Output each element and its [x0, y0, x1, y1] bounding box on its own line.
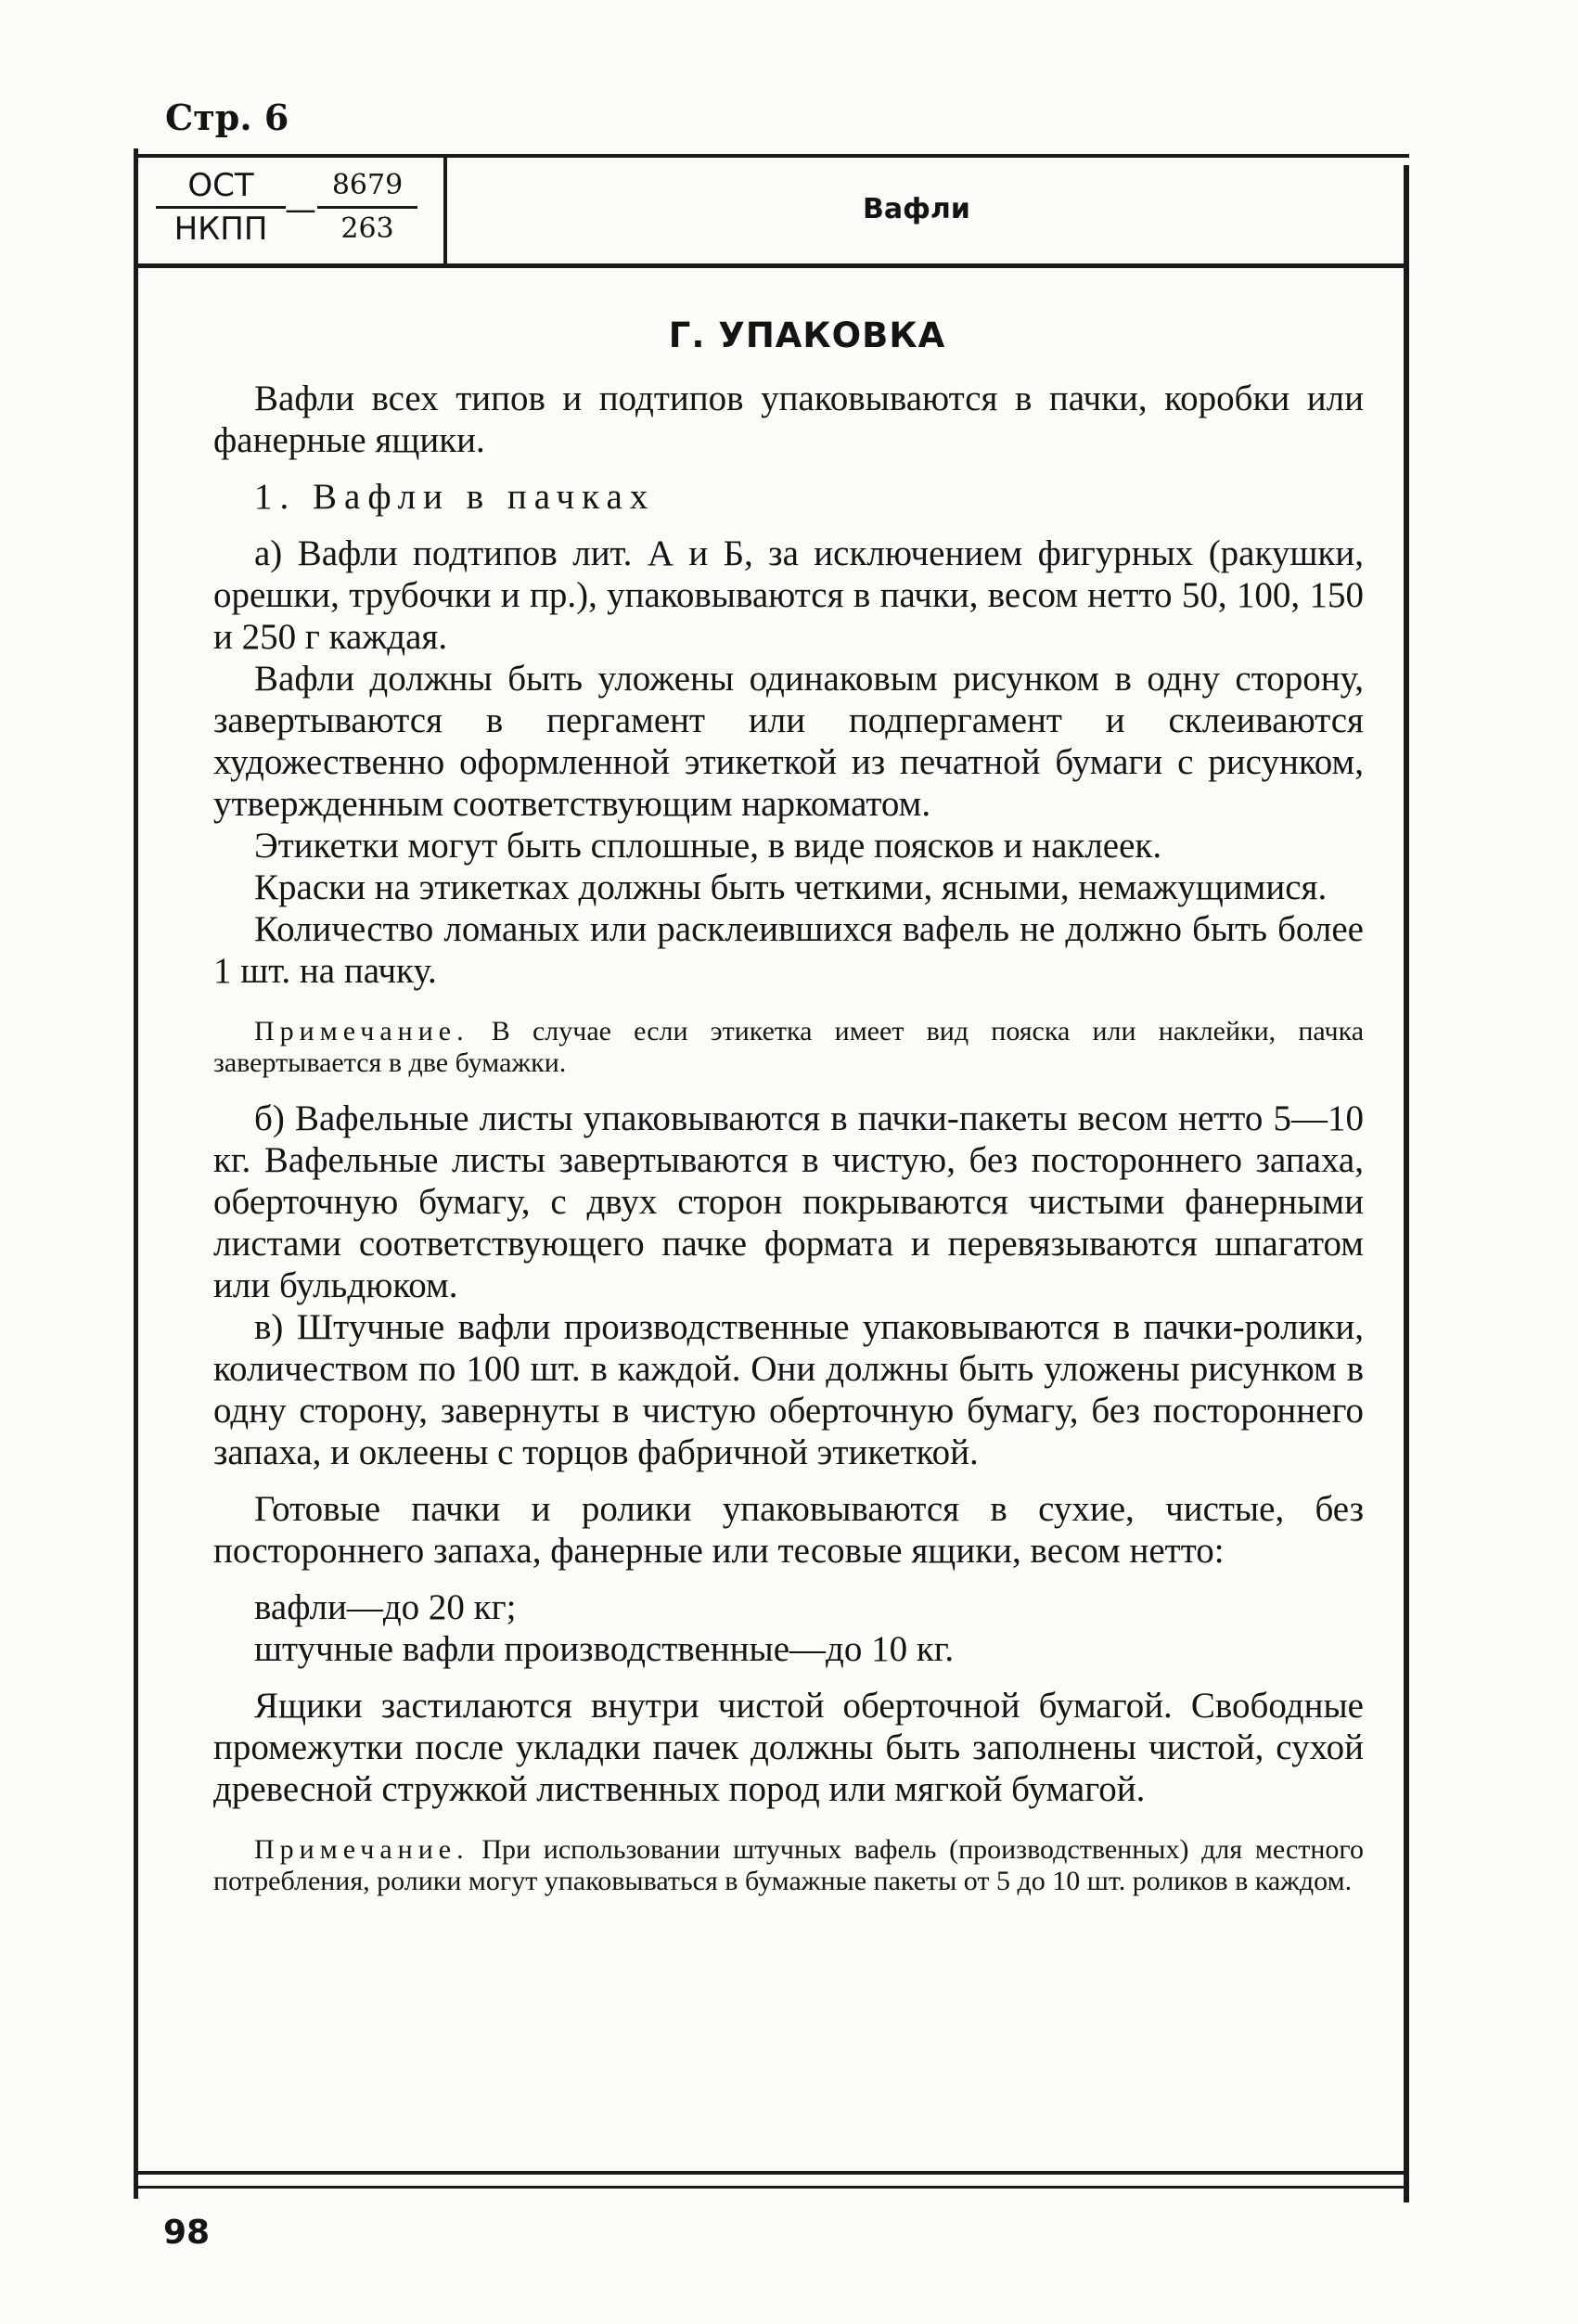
note-2	[213, 1834, 1364, 1897]
note-1-label: Примечание.	[254, 1016, 469, 1046]
paragraph-intro: Вафли всех типов и подтипов упаковываются в пачки, коробки или фанерные ящики.	[213, 379, 1364, 460]
paragraph-d-line2: штучные вафли производственные—до 10 кг.	[254, 1629, 955, 1669]
code-left-fraction	[156, 167, 286, 248]
header-bottom-rule	[134, 263, 1409, 268]
section-title: Г. УПАКОВКА	[668, 315, 946, 355]
fraction-bar	[317, 206, 417, 209]
code-right-top: 8679	[331, 169, 404, 201]
paragraph-a: а) Вафли подтипов лит. А и Б, за исключением фигурных (ракушки, орешки, трубочки и пр.), упаковываются в пачки, весом нетто 50, 100, 150 и 250 г каждая.	[213, 533, 1364, 657]
paragraph-e: Ящики застилаются внутри чистой оберточной бумагой. Свободные промежутки после укладки пачек должны быть заполнены чистой, сухой древесной стружкой лиственных пород или мягкой бумагой.	[213, 1686, 1364, 1809]
frame-top-rule	[134, 154, 1409, 158]
paragraph-b: б) Вафельные листы упаковываются в пачки-пакеты весом нетто 5—10 кг. Вафельные листы завертываются в чистую, без постороннего запаха, оберточную бумагу, с двух сторон покрываются чистыми фанерными листами соответствующего пачке формата и перевязываются шпагатом или бульдюком.	[213, 1098, 1364, 1305]
code-left-top: ОСТ	[187, 167, 254, 204]
paragraph-a2: Вафли должны быть уложены одинаковым рисунком в одну сторону, завертываются в пергамент или подпергамент и склеиваются художественно оформленной этикеткой из печатной бумаги с рисунком, утвержденным соответствующим наркоматом.	[213, 659, 1364, 824]
code-left-bottom: НКПП	[173, 211, 268, 248]
frame-bottom-rule	[134, 2171, 1409, 2175]
fraction-bar	[156, 206, 286, 209]
paragraph-a3: Этикетки могут быть сплошные, в виде поясков и наклеек.	[254, 826, 1162, 866]
subsection-heading-text: 1. Вафли в пачках	[254, 477, 656, 517]
code-dash: —	[285, 191, 316, 228]
page-number: 98	[163, 2214, 211, 2252]
paragraph-c: в) Штучные вафли производственные упаковываются в пачки-ролики, количеством по 100 шт. в каждой. Они должны быть уложены рисунком в одну сторону, завернуты в чистую оберточную бумагу, без постороннего запаха, и оклеены с торцов фабричной этикеткой.	[213, 1307, 1364, 1472]
frame-bottom-rule-2	[134, 2186, 1409, 2189]
page-body	[213, 315, 1364, 1916]
page-label: Стр. 6	[165, 96, 289, 138]
code-right-bottom: 263	[340, 212, 394, 245]
note-1	[213, 1016, 1364, 1079]
paragraph-a4: Краски на этикетках должны быть четкими, ясными, немажущимися.	[254, 867, 1328, 907]
note-2-label: Примечание.	[254, 1834, 469, 1865]
note-2-text: При использовании штучных вафель (производственных) для местного потребления, ролики могут упаковываться в бумажные пакеты от 5 до 10 шт. роликов в каждом.	[213, 1834, 1364, 1896]
note-1-text: В случае если этикетка имеет вид пояска или наклейки, пачка завертывается в две бумажки.	[213, 1016, 1365, 1078]
standard-code	[148, 167, 438, 256]
header-divider	[443, 158, 447, 263]
paragraph-d-line1: вафли—до 20 кг;	[254, 1587, 517, 1627]
subsection-heading	[213, 476, 1364, 518]
paragraph-d: Готовые пачки и ролики упаковываются в сухие, чистые, без постороннего запаха, фанерные или тесовые ящики, весом нетто:	[213, 1489, 1364, 1571]
frame-right-rule	[1404, 165, 1409, 2202]
code-right-fraction	[317, 167, 417, 248]
frame-left-rule	[134, 148, 138, 2199]
paragraph-a5: Количество ломаных или расклеившихся вафель не должно быть более 1 шт. на пачку.	[213, 909, 1364, 991]
header-title: Вафли	[863, 193, 970, 225]
